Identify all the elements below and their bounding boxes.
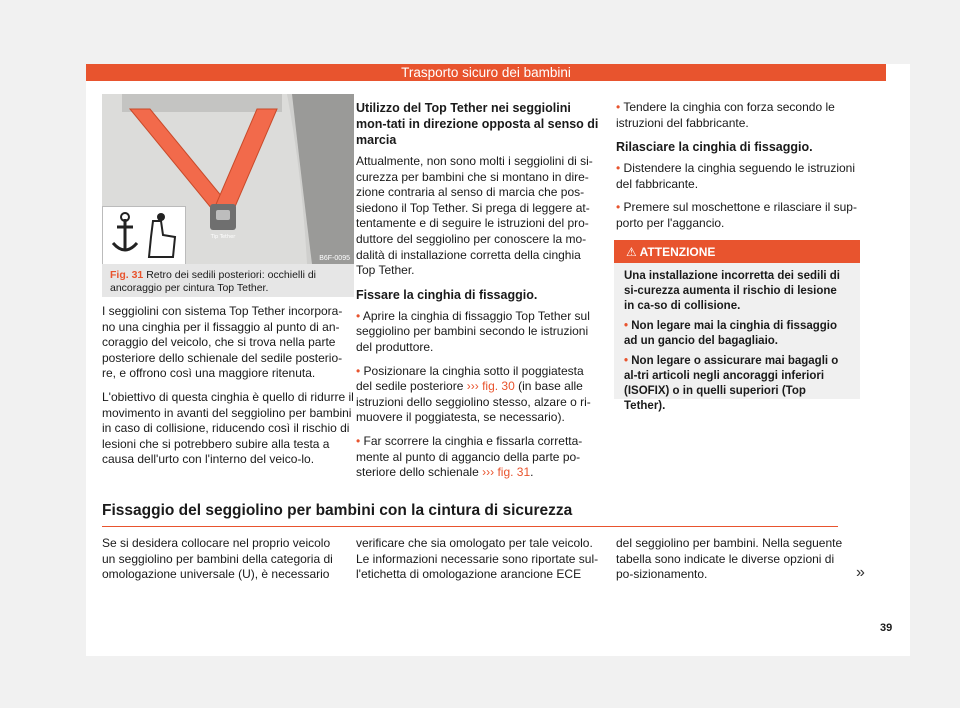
col2-title: Utilizzo del Top Tether nei seggiolini mon-tati in direzione opposta al senso di marcia: [356, 101, 599, 147]
manual-page: [86, 64, 910, 656]
chapter-header: Trasporto sicuro dei bambini: [86, 64, 886, 81]
figure-31: [102, 94, 354, 264]
warning-bullet-1: • Non legare mai la cinghia di fissaggio ad un gancio del bagagliaio.: [624, 320, 838, 347]
section-col-2: verificare che sia omologato per tale veicolo. Le informazioni necessarie sono riportate sul-l'etichetta di omologazione arancione ECE: [356, 536, 599, 582]
fig-31-link[interactable]: ››› fig. 31: [482, 465, 531, 480]
strap-label: Tip Tether: [210, 234, 236, 240]
section-col-1: Se si desidera collocare nel proprio veicolo un seggiolino per bambini della categoria di omologazione universale (U), è necessario: [102, 536, 333, 582]
col2-bullet-2: • Posizionare la cinghia sotto il poggiatesta del sedile posteriore ››› fig. 30 (in base alle istruzioni dello seggiolino stesso, alzare o ri-muovere il poggiatesta, se necessario).: [356, 363, 591, 425]
caption-ref: Fig. 31: [110, 269, 144, 281]
column-3: [616, 100, 862, 240]
warning-triangle-icon: ⚠: [626, 245, 637, 259]
col1-paragraph-1: I seggiolini con sistema Top Tether incorpora-no una cinghia per il fissaggio al punto di an-coraggio del veicolo, che si trova nella parte posteriore dello schienale del sedile posterio-re, e offrono così una maggiore ritenuta.: [102, 304, 343, 381]
col3-subtitle: Rilasciare la cinghia di fissaggio.: [616, 140, 813, 155]
warning-header: [614, 242, 860, 263]
col2-paragraph: Attualmente, non sono molti i seggiolini di si-curezza per bambini che si montano in dire-zione contraria al senso di marcia che pos-siedono il Top Tether. Si prega di leggere at-tentamente e di seguire le istruzioni del pro-duttore del seggiolino per conoscere la mo-dalità di installazione corretta della cinghia Top Tether.: [356, 154, 593, 278]
col3-bullet-3: • Premere sul moschettone e rilasciare il sup-porto per l'aggancio.: [616, 200, 857, 230]
col2-subtitle: Fissare la cinghia di fissaggio.: [356, 287, 538, 302]
section-col-3: del seggiolino per bambini. Nella seguente tabella sono indicate le diverse opzioni di po-sizionamento.: [616, 536, 843, 582]
figure-caption: [102, 264, 354, 297]
anchor-icon: [103, 207, 185, 264]
col3-bullet-2: • Distendere la cinghia seguendo le istruzioni del fabbricante.: [616, 161, 856, 191]
fig-30-link[interactable]: ››› fig. 30: [466, 379, 515, 394]
col1-paragraph-2: L'obiettivo di questa cinghia è quello di ridurre il movimento in avanti del seggiolino per bambini in caso di collisione, riducendo così il rischio di lesioni che si potrebbero subire alla testa a causa dell'urto con l'interno del veico-lo.: [102, 389, 354, 467]
warning-paragraph: Una installazione incorretta dei sedili di si-curezza aumenta il rischio di lesione in ca-so di collisione.: [624, 270, 840, 312]
col2-bullet-3: • Far scorrere la cinghia e fissarla corretta-mente al punto di aggancio della parte po-steriore dello schienale ››› fig. 31.: [356, 433, 583, 480]
continue-marker: »: [856, 564, 865, 581]
warning-body: [614, 263, 860, 425]
col2-bullet-1: • Aprire la cinghia di fissaggio Top Tether sul seggiolino per bambini secondo le istruzioni del produttore.: [356, 308, 590, 354]
warning-box: [614, 240, 860, 412]
figure-code: B6F-0095: [319, 255, 350, 262]
col3-bullet-1: • Tendere la cinghia con forza secondo le istruzioni del fabbricante.: [616, 100, 835, 130]
anchor-symbol-inset: [102, 206, 186, 264]
warning-title: ATTENZIONE: [639, 245, 716, 259]
section-title: Fissaggio del seggiolino per bambini con la cintura di sicurezza: [102, 502, 838, 527]
page-number: 39: [880, 622, 893, 634]
column-2: [356, 100, 602, 489]
column-1-text: [102, 304, 354, 476]
warning-bullet-2: • Non legare o assicurare mai bagagli o al-tri articoli negli ancoraggi inferiori (ISOFIX) o in quelli superiori (Top Tether).: [624, 355, 839, 412]
caption-text: Retro dei sedili posteriori: occhielli di ancoraggio per cintura Top Tether.: [110, 269, 317, 294]
